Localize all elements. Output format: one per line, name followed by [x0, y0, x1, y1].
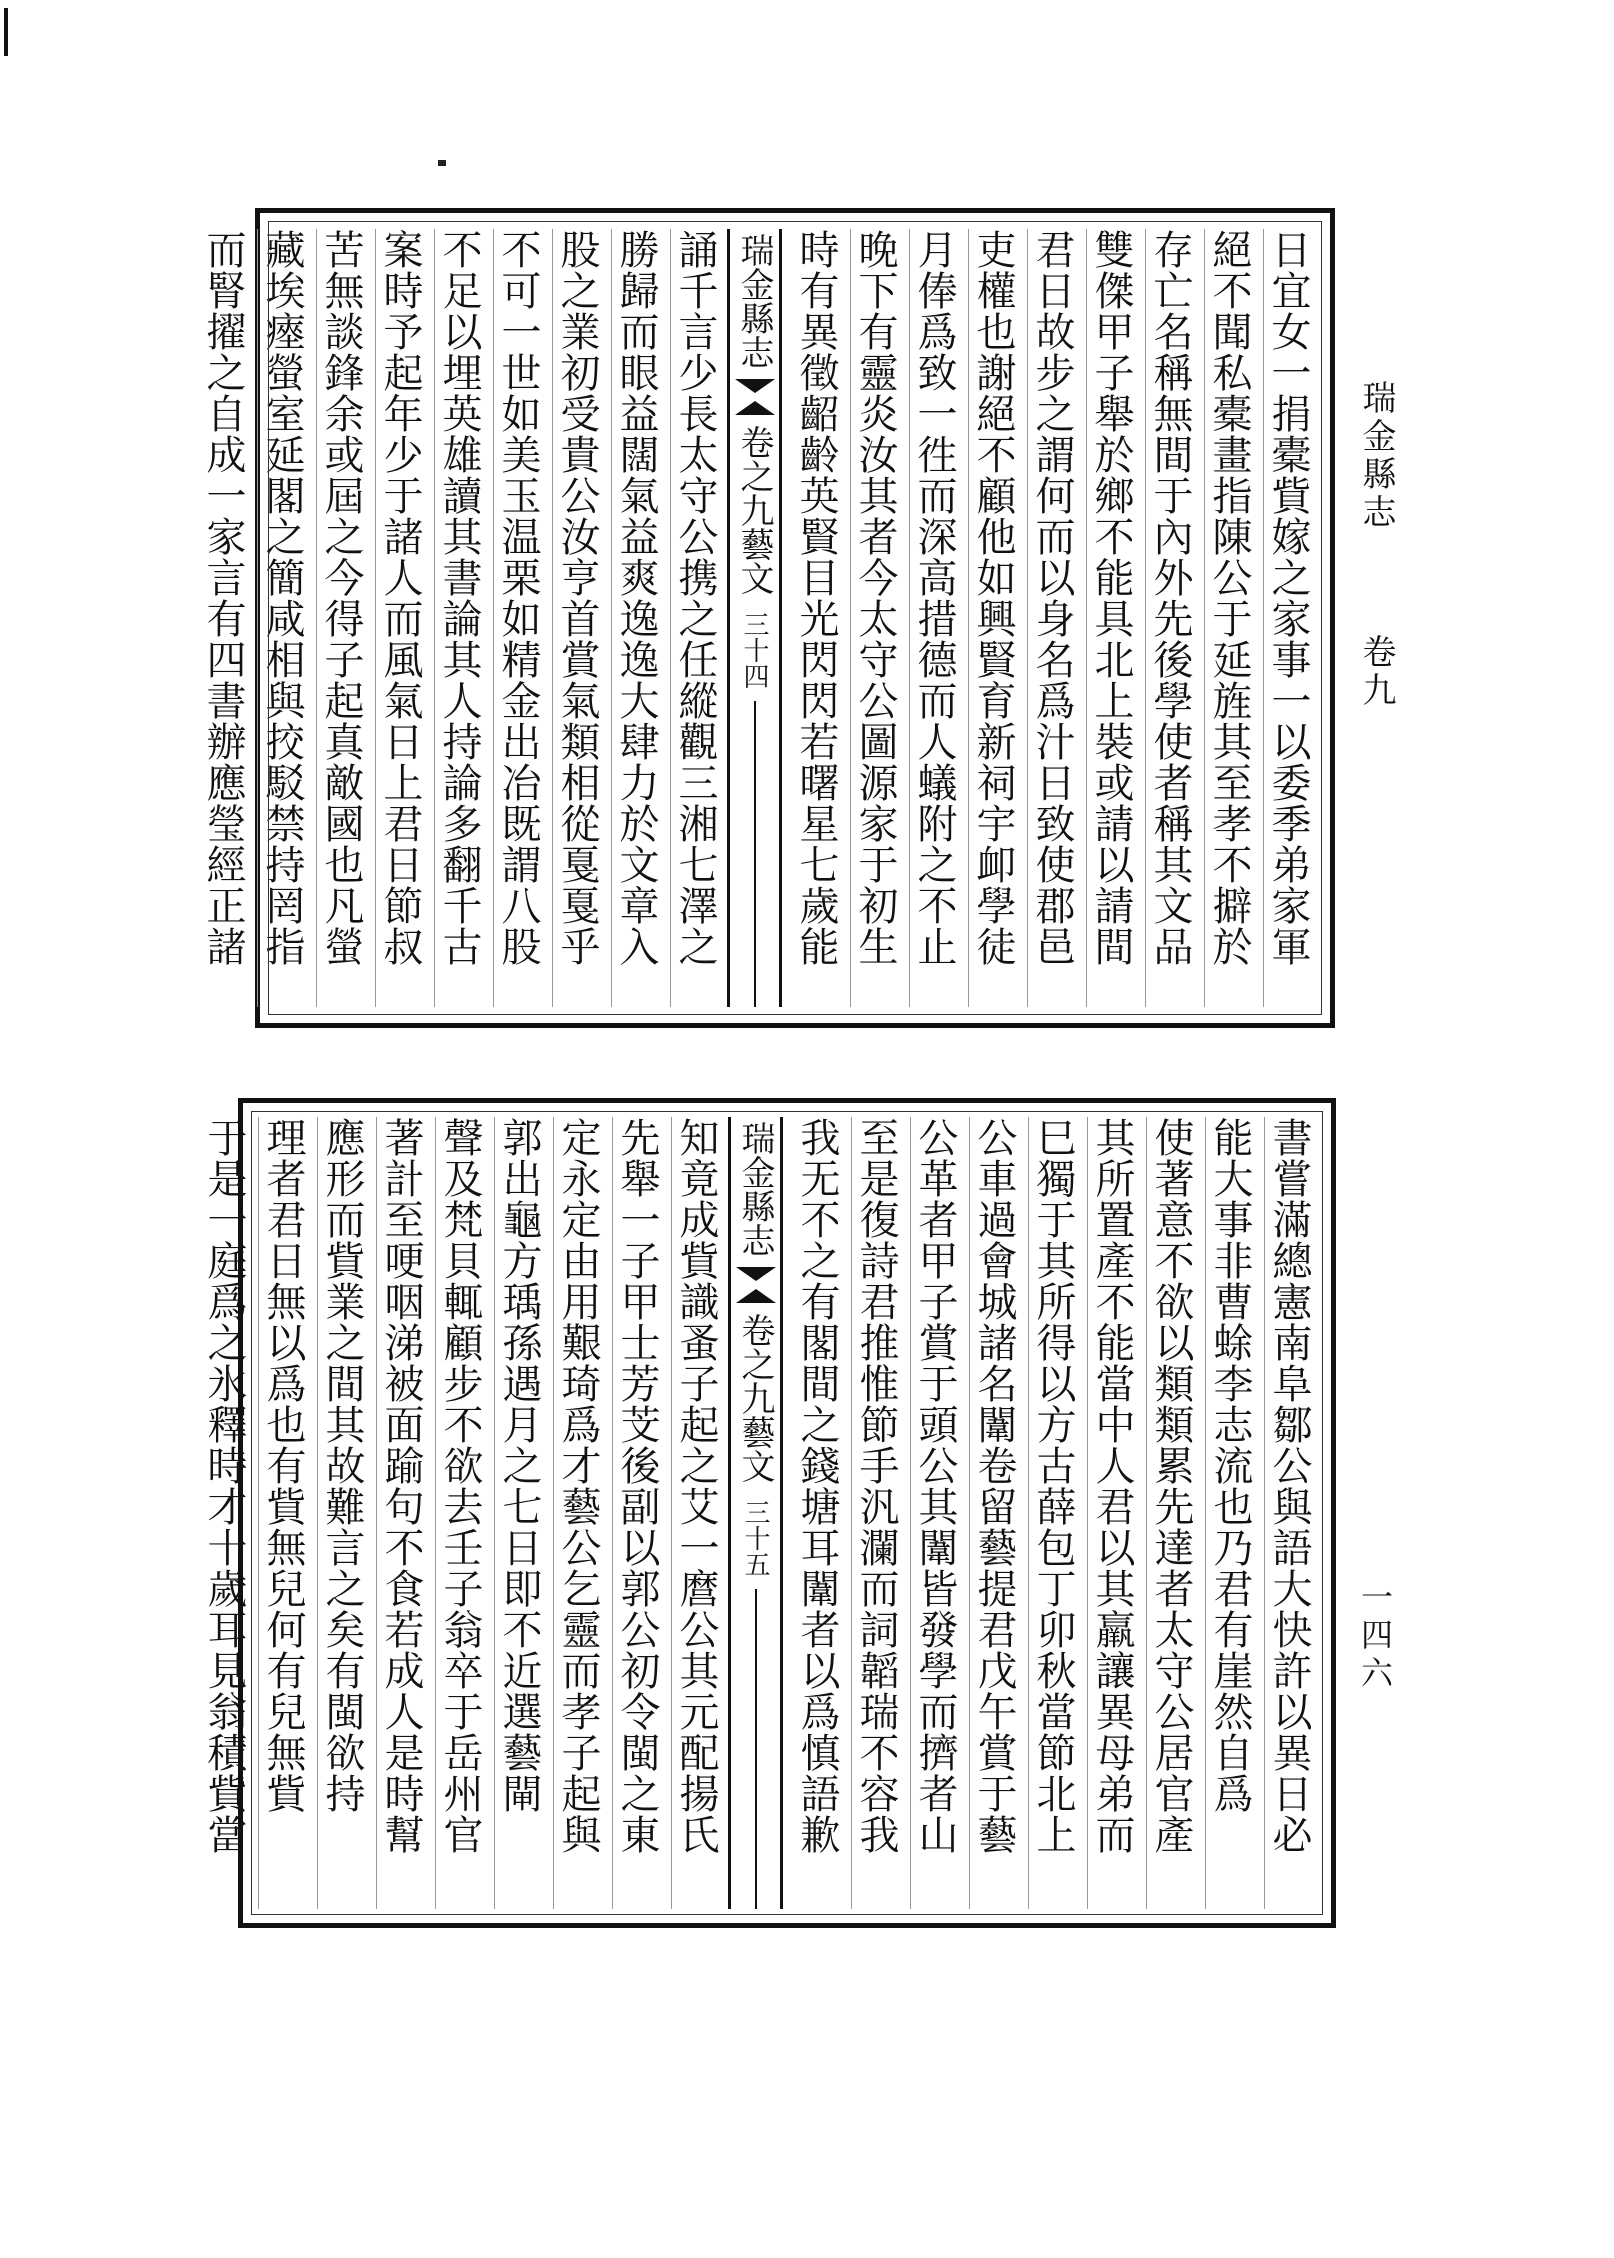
- text-column: 其所置產不能當中人君以其羸讓異母弟而: [1087, 1117, 1134, 1909]
- text-column: 郭出龜方瑀孫遇月之七日即不近選藝閘: [494, 1117, 541, 1909]
- text-column: 使著意不欲以類類累先達者太守公居官產: [1146, 1117, 1193, 1909]
- fish-tail-icon: [736, 1267, 776, 1303]
- text-column: 于是一庭爲之氷釋時才十歲耳見翁積貲當: [201, 1117, 247, 1855]
- text-column: 股之業初受貴公汝亨首賞氣類相從戛戛乎: [552, 229, 599, 1007]
- text-column: 著計至哽咽涕被面踰句不食若成人是時幫: [376, 1117, 423, 1909]
- text-column: 至是復詩君推惟節手汎瀾而詞韜瑞不容我: [851, 1117, 898, 1909]
- text-column: 案時予起年少于諸人而風氣日上君日節叔: [375, 229, 422, 1007]
- text-column: 定永定由用艱琦爲才藝公乞靈而孝子起與: [553, 1117, 600, 1909]
- text-column: 書嘗滿總憲南阜鄒公與語大快許以異日必: [1264, 1117, 1311, 1909]
- text-column: 苦無談鋒余或屆之今得子起真敵國也凡螢: [316, 229, 363, 1007]
- spine-chapter: 卷之九: [735, 1313, 775, 1415]
- text-column: 藏埃瘞螢室延閣之簡咸相與挍駁禁持罔指: [257, 229, 304, 1007]
- spine-section: 藝文: [735, 1415, 775, 1483]
- text-column: 公革者甲子賞于頭公其闈皆發學而擠者山: [910, 1117, 957, 1909]
- text-column: 月俸爲致一徃而深高措德而人蟻附之不止: [909, 229, 956, 1007]
- printed-block-bottom: [201, 1098, 1336, 1928]
- text-half-left: [194, 1117, 724, 1909]
- page-number: 一四六: [1356, 1580, 1394, 1694]
- text-column: 存亡名稱無間于內外先後學使者稱其文品: [1145, 229, 1192, 1007]
- text-column: 絕不聞私橐畫指陳公于延旌其至孝不擗於: [1204, 229, 1251, 1007]
- text-column: 勝歸而眼益闊氣益爽逸逸大肆力於文章入: [611, 229, 658, 1007]
- text-column: 知竟成貲識蚤子起之艾一麿公其元配揚氏: [671, 1117, 718, 1909]
- text-column: 而腎擢之自成一家言有四書辦應瑩經正諸: [200, 229, 246, 967]
- block-spine: [728, 1117, 783, 1909]
- spine-title: 瑞金縣志: [735, 1121, 775, 1257]
- text-column: 先舉一子甲士芳芠後副以郭公初令閩之東: [612, 1117, 659, 1909]
- fish-tail-icon: [735, 379, 775, 415]
- text-column: 巳獨于其所得以方古薛包丁卯秋當節北上: [1028, 1117, 1075, 1909]
- text-column: 能大事非曹蜍李志流也乃君有崖然自爲: [1205, 1117, 1252, 1909]
- text-column: 不足以埋英雄讀其書論其人持論多翻千古: [434, 229, 481, 1007]
- running-header: [1352, 380, 1401, 710]
- text-column: 吏權也謝絕不顧他如興賢育新祠宇卹學徒: [968, 229, 1015, 1007]
- text-column: 誦千言少長太守公携之任縱觀三湘七澤之: [670, 229, 717, 1007]
- text-column: 理者君日無以爲也有貲無兒何有兒無貲: [258, 1117, 305, 1909]
- spine-folio: 三十五: [740, 1499, 770, 1577]
- spine-chapter: 卷之九: [734, 425, 774, 527]
- header-title: 瑞金縣志: [1356, 380, 1396, 532]
- text-column: 雙傑甲子舉於鄉不能具北上裝或請以請間: [1086, 229, 1133, 1007]
- text-column: 我无不之有閣間之錢塘耳闈者以爲慎語歉: [794, 1117, 840, 1855]
- printed-block-top: [200, 208, 1335, 1028]
- text-column: 日宜女一捐橐貲嫁之家事一以委季弟家軍: [1263, 229, 1310, 1007]
- text-column: 晚下有靈炎汝其者今太守公圖源家于初生: [850, 229, 897, 1007]
- block-spine: [727, 229, 782, 1007]
- scan-edge-mark: [4, 8, 8, 56]
- spine-section: 藝文: [734, 527, 774, 595]
- spine-title: 瑞金縣志: [734, 233, 774, 369]
- text-column: 應形而貲業之間其故難言之矣有閩欲持: [317, 1117, 364, 1909]
- spine-rule: [755, 1589, 757, 1909]
- text-half-left: [193, 229, 723, 1007]
- text-column: 不可一世如美玉温栗如精金出冶既謂八股: [493, 229, 540, 1007]
- text-half-right: [787, 1117, 1317, 1909]
- text-column: 時有異徵齠齡英賢目光閃閃若曙星七歲能: [793, 229, 839, 967]
- text-column: 聲及梵貝輒顧步不欲去壬子翁卒于岳州官: [435, 1117, 482, 1909]
- text-column: 公車過會城諸名闈卷留藝提君戊午賞于藝: [969, 1117, 1016, 1909]
- text-half-right: [786, 229, 1316, 1007]
- spine-rule: [754, 701, 756, 1007]
- scan-dot-mark: [438, 160, 446, 166]
- spine-folio: 三十四: [739, 611, 769, 689]
- text-column: 君日故步之謂何而以身名爲汁日致使郡邑: [1027, 229, 1074, 1007]
- header-volume: 卷九: [1356, 634, 1396, 710]
